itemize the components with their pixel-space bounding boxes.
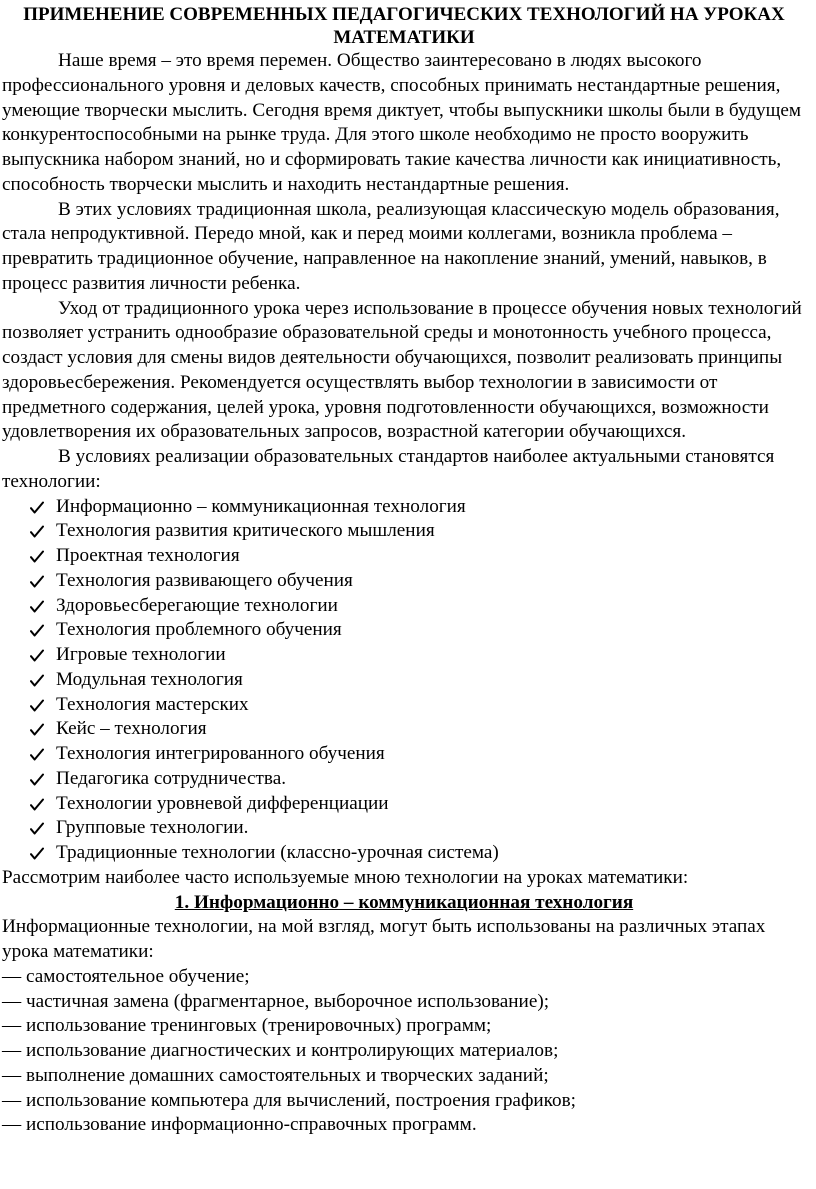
checkmark-icon [30, 773, 44, 786]
list-item-label: Кейс – технология [56, 718, 207, 740]
checkmark-icon [30, 798, 44, 811]
checkmark-icon [30, 674, 44, 687]
list-item [2, 544, 806, 569]
list-item-label: Педагогика сотрудничества. [56, 767, 287, 789]
document-title: ПРИМЕНЕНИЕ СОВРЕМЕННЫХ ПЕДАГОГИЧЕСКИХ ТЕХНОЛОГИЙ НА УРОКАХ МАТЕМАТИКИ [23, 4, 785, 48]
checkmark-icon [30, 649, 44, 662]
section-heading [2, 891, 806, 916]
section-heading-text: 1. Информационно – коммуникационная технология [174, 891, 634, 913]
list-item [2, 841, 806, 866]
list-item [2, 519, 806, 544]
checkmark-icon [30, 600, 44, 613]
list-item: — использование информационно-справочных программ. [2, 1114, 477, 1136]
paragraph-new-technologies: Уход от традиционного урока через использование в процессе обучения новых технологий позволяет устранить однообразие образовательной среды и монотонность учебного процесса, создаст условия для смены видов деятельности обучающихся, позволит реализовать принципы здоровьесбережения. Рекомендуется осуществлять выбор технологии в зависимости от предметного содержания, целей урока, уровня подготовленности обучающихся, возможности удовлетворения их образовательных запросов, возрастной категории обучающихся. [2, 297, 802, 443]
list-item-label: Здоровьесберегающие технологии [56, 594, 338, 616]
list-item [2, 767, 806, 792]
list-item [2, 717, 806, 742]
checkmark-icon [30, 550, 44, 563]
list-item-label: Проектная технология [56, 545, 240, 566]
paragraph-intro: Наше время – это время перемен. Общество заинтересовано в людях высокого профессионального уровня и деловых качеств, способных принимать нестандартные решения, умеющие творчески мыслить. Сегодня время диктует, чтобы выпускники школы были в будущем конкурентоспособными на рынке труда. Для этого школе необходимо не просто вооружить выпускника набором знаний, но и сформировать такие качества личности как инициативность, способность творчески мыслить и находить нестандартные решения. [2, 50, 802, 195]
list-item [2, 668, 806, 693]
list-item-label: Технология развития критического мышления [56, 520, 435, 542]
list-item-label: Технология мастерских [56, 693, 249, 715]
list-item-label: Технология интегрированного обучения [56, 743, 385, 764]
list-item [2, 643, 806, 668]
list-item-label: Групповые технологии. [56, 817, 249, 839]
checkmark-icon [30, 699, 44, 712]
checkmark-icon [30, 624, 44, 637]
usage-list [2, 965, 806, 1138]
list-item [2, 594, 806, 619]
list-item-label: Технологии уровневой дифференциации [56, 792, 389, 814]
list-item: — самостоятельное обучение; [2, 965, 250, 987]
list-item [2, 495, 806, 520]
checkmark-icon [30, 822, 44, 835]
paragraph-problem: В этих условиях традиционная школа, реализующая классическую модель образования, стала непродуктивной. Передо мной, как и перед моими коллегами, возникла проблема – превратить традиционное обучение, направленное на накопление знаний, умений, навыков, в процесс развития личности ребенка. [2, 198, 780, 294]
section-intro: Информационные технологии, на мой взгляд, могут быть использованы на различных этапах урока математики: [2, 916, 766, 962]
list-item [2, 816, 806, 841]
checkmark-icon [30, 501, 44, 514]
checkmark-icon [30, 748, 44, 761]
technology-list [2, 495, 806, 866]
list-item [2, 792, 806, 817]
list-item-label: Игровые технологии [56, 644, 226, 665]
checkmark-icon [30, 575, 44, 588]
list-item [2, 742, 806, 767]
list-item: — частичная замена (фрагментарное, выборочное использование); [2, 990, 550, 1012]
list-item: — выполнение домашних самостоятельных и творческих заданий; [2, 1064, 549, 1086]
list-item [2, 618, 806, 643]
list-item: — использование компьютера для вычислений, построения графиков; [2, 1089, 576, 1111]
list-item-label: Технология проблемного обучения [56, 619, 342, 641]
checkmark-icon [30, 723, 44, 736]
list-item: — использование диагностических и контролирующих материалов; [2, 1040, 559, 1061]
paragraph-standards: В условиях реализации образовательных стандартов наиболее актуальными становятся технологии: [2, 446, 775, 492]
list-item-label: Информационно – коммуникационная технология [56, 495, 466, 517]
summary-text: Рассмотрим наиболее часто используемые мною технологии на уроках математики: [2, 866, 689, 888]
checkmark-icon [30, 525, 44, 538]
list-item-label: Модульная технология [56, 668, 243, 690]
checkmark-icon [30, 847, 44, 860]
list-item [2, 693, 806, 718]
list-item: — использование тренинговых (тренировочных) программ; [2, 1015, 492, 1037]
list-item [2, 569, 806, 594]
list-item-label: Технология развивающего обучения [56, 569, 353, 591]
list-item-label: Традиционные технологии (классно-урочная система) [56, 842, 499, 863]
